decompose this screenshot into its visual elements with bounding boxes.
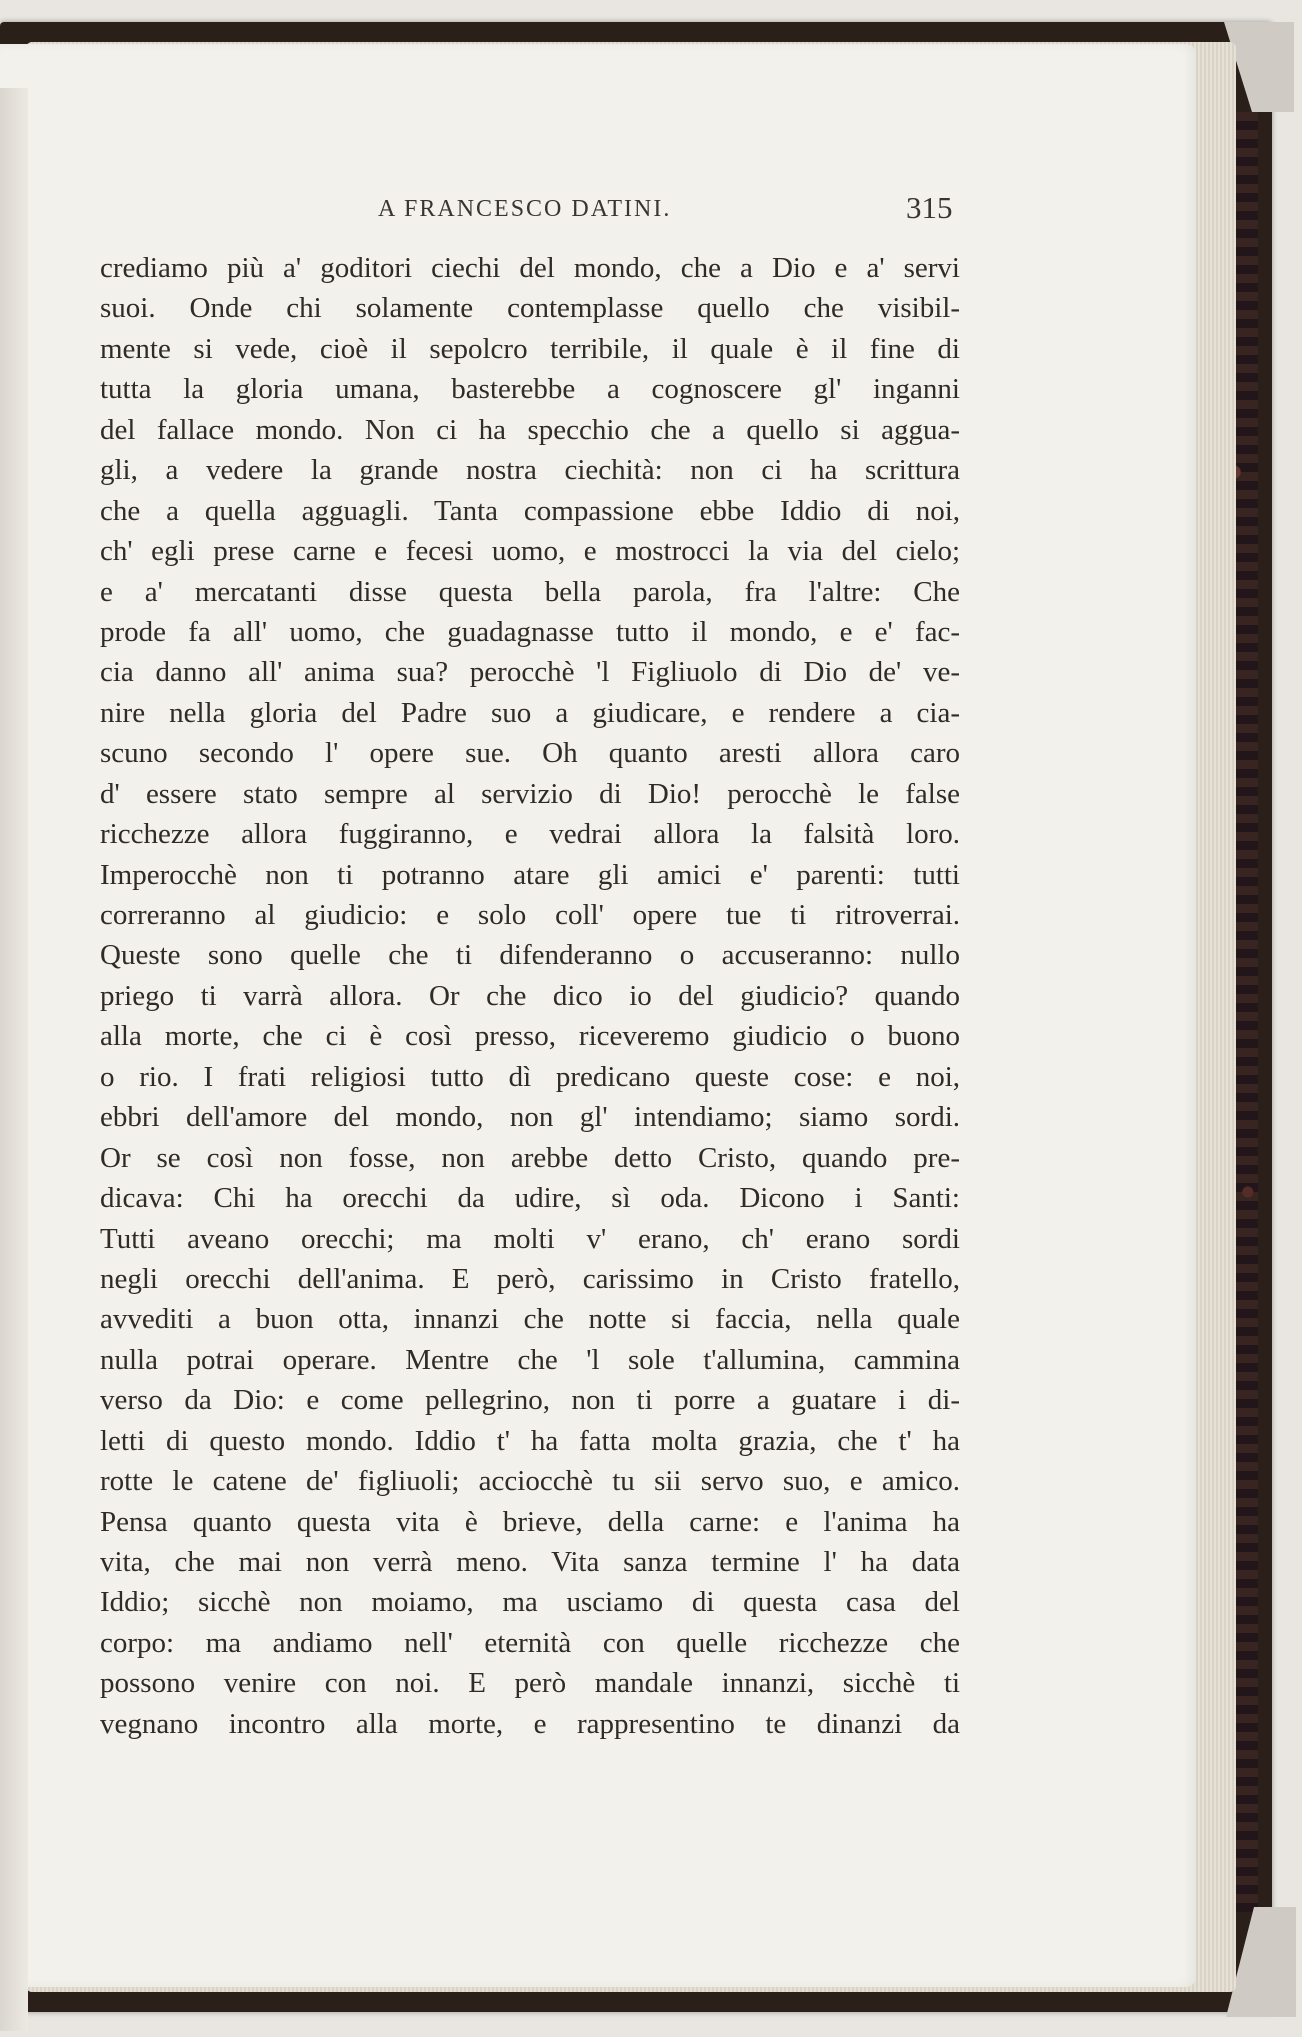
text-line: scuno secondo l' opere sue. Oh quanto aresti allora caro	[100, 737, 960, 770]
text-line: nulla potrai operare. Mentre che 'l sole t'allumina, cammina	[100, 1343, 960, 1376]
text-line: letti di questo mondo. Iddio t' ha fatta molta grazia, che t' ha	[100, 1424, 960, 1457]
text-line: d' essere stato sempre al servizio di Dio! perocchè le false	[100, 777, 960, 810]
running-title: A FRANCESCO DATINI.	[378, 196, 672, 222]
text-line: gli, a vedere la grande nostra ciechità: non ci ha scrittura	[100, 454, 960, 487]
running-head	[0, 190, 960, 228]
text-line: che a quella agguagli. Tanta compassione ebbe Iddio di noi,	[100, 494, 960, 527]
text-line: alla morte, che ci è così presso, riceveremo giudicio o buono	[100, 1020, 960, 1053]
text-line: nire nella gloria del Padre suo a giudicare, e rendere a cia-	[100, 696, 960, 729]
text-line: vegnano incontro alla morte, e rappresentino te dinanzi da	[100, 1707, 960, 1740]
text-line: avvediti a buon otta, innanzi che notte si faccia, nella quale	[100, 1303, 960, 1336]
text-line: verso da Dio: e come pellegrino, non ti porre a guatare i di-	[100, 1384, 960, 1417]
text-line: vita, che mai non verrà meno. Vita sanza termine l' ha data	[100, 1546, 960, 1578]
text-line: Imperocchè non ti potranno atare gli amici e' parenti: tutti	[100, 858, 960, 891]
text-line: Queste sono quelle che ti difenderanno o accuseranno: nullo	[100, 939, 960, 972]
text-line: cia danno all' anima sua? perocchè 'l Figliuolo di Dio de' ve-	[100, 656, 960, 689]
text-line: correranno al giudicio: e solo coll' opere tue ti ritroverrai.	[100, 899, 960, 931]
text-line: priego ti varrà allora. Or che dico io del giudicio? quando	[100, 979, 960, 1012]
text-line: ebbri dell'amore del mondo, non gl' intendiamo; siamo sordi.	[100, 1101, 960, 1134]
text-line: o rio. I frati religiosi tutto dì predicano queste cose: e noi,	[100, 1060, 960, 1093]
text-line: suoi. Onde chi solamente contemplasse quello che visibil-	[100, 292, 960, 325]
text-line: Tutti aveano orecchi; ma molti v' erano, ch' erano sordi	[100, 1222, 960, 1255]
text-line: crediamo più a' goditori ciechi del mondo, che a Dio e a' servi	[100, 252, 960, 284]
text-line: ricchezze allora fuggiranno, e vedrai allora la falsità loro.	[100, 818, 960, 851]
text-line: prode fa all' uomo, che guadagnasse tutto il mondo, e e' fac-	[100, 615, 960, 648]
text-line: Or se così non fosse, non arebbe detto Cristo, quando pre-	[100, 1141, 960, 1174]
text-line: e a' mercatanti disse questa bella parola, fra l'altre: Che	[100, 575, 960, 608]
page-number: 315	[906, 190, 953, 225]
text-line: Iddio; sicchè non moiamo, ma usciamo di questa casa del	[100, 1586, 960, 1619]
text-line: possono venire con noi. E però mandale innanzi, sicchè ti	[100, 1667, 960, 1700]
adjacent-page-fragment	[0, 88, 28, 2031]
text-line: negli orecchi dell'anima. E però, carissimo in Cristo fratello,	[100, 1262, 960, 1295]
body-text	[100, 248, 960, 1744]
text-line: rotte le catene de' figliuoli; acciocchè tu sii servo suo, e amico.	[100, 1465, 960, 1498]
text-line: ch' egli prese carne e fecesi uomo, e mostrocci la via del cielo;	[100, 535, 960, 568]
text-line: mente si vede, cioè il sepolcro terribile, il quale è il fine di	[100, 332, 960, 365]
text-line: Pensa quanto questa vita è brieve, della carne: e l'anima ha	[100, 1505, 960, 1538]
text-line: dicava: Chi ha orecchi da udire, sì oda. Dicono i Santi:	[100, 1182, 960, 1215]
text-line: del fallace mondo. Non ci ha specchio che a quello si aggua-	[100, 413, 960, 446]
text-line: tutta la gloria umana, basterebbe a cognoscere gl' inganni	[100, 373, 960, 406]
text-line: corpo: ma andiamo nell' eternità con quelle ricchezze che	[100, 1626, 960, 1659]
